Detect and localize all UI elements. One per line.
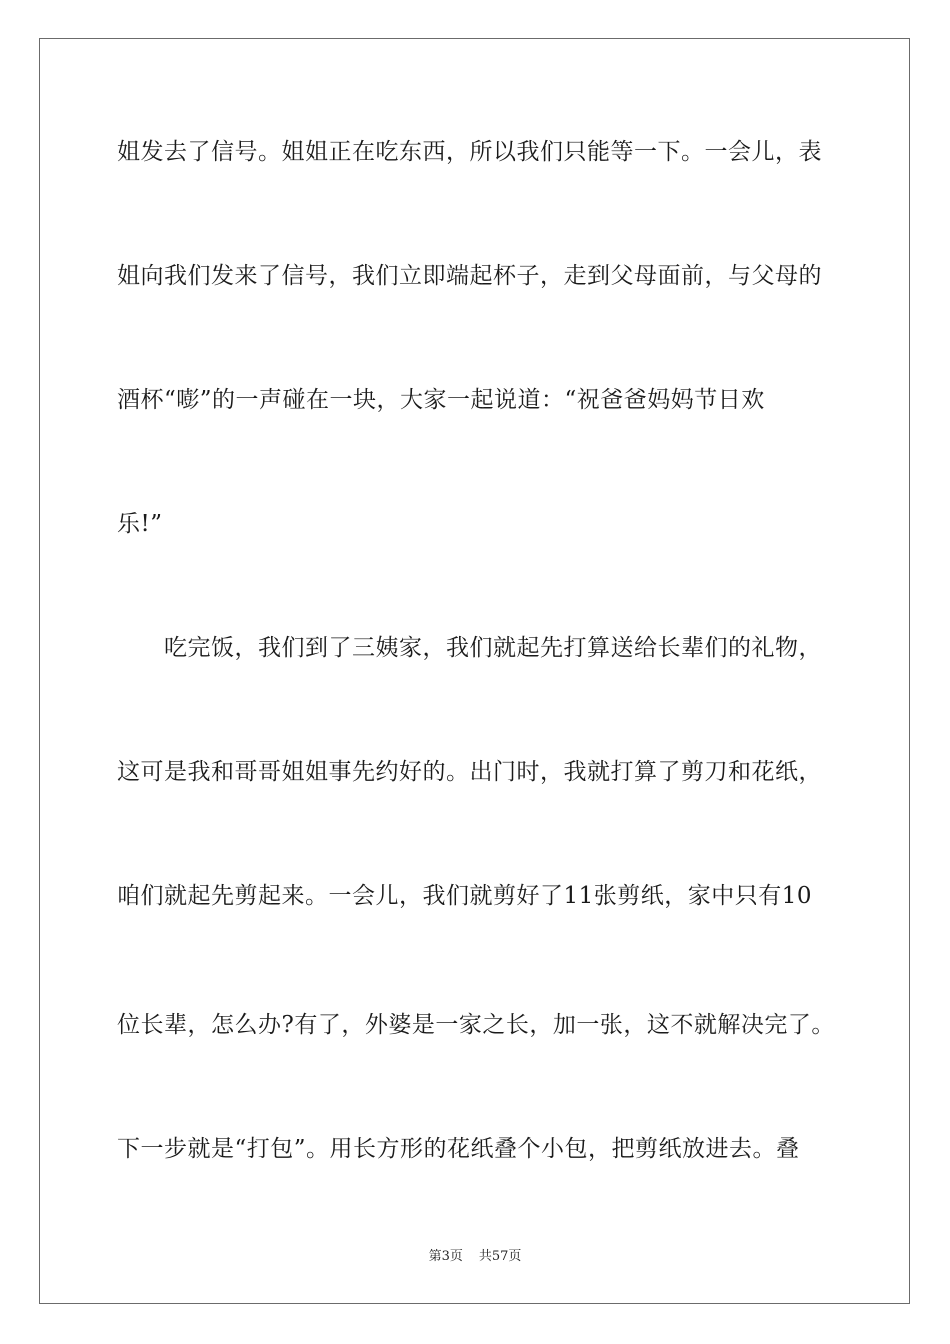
text-line-9: 下一步就是“打包”。用长方形的花纸叠个小包，把剪纸放进去。叠 bbox=[117, 1136, 800, 1162]
page-footer bbox=[0, 1245, 950, 1264]
text-line-8: 位长辈，怎么办?有了，外婆是一家之长，加一张，这不就解决完了。 bbox=[117, 1012, 835, 1038]
text-line-2: 姐向我们发来了信号，我们立即端起杯子，走到父母面前，与父母的 bbox=[117, 263, 822, 289]
text-line-1: 姐发去了信号。姐姐正在吃东西，所以我们只能等一下。一会儿，表 bbox=[117, 139, 822, 165]
text-line-6: 这可是我和哥哥姐姐事先约好的。出门时，我就打算了剪刀和花纸， bbox=[117, 759, 822, 785]
text-line-4: 乐!” bbox=[117, 511, 163, 537]
page-border bbox=[39, 38, 910, 1304]
text-line-7: 咱们就起先剪起来。一会儿，我们就剪好了11张剪纸，家中只有10 bbox=[117, 883, 813, 909]
page-number: 第3页 bbox=[428, 1249, 463, 1264]
text-line-3: 酒杯“嘭”的一声碰在一块，大家一起说道：“祝爸爸妈妈节日欢 bbox=[117, 387, 765, 413]
text-line-5: 吃完饭，我们到了三姨家，我们就起先打算送给长辈们的礼物， bbox=[164, 635, 822, 661]
total-pages: 共57页 bbox=[478, 1249, 522, 1264]
